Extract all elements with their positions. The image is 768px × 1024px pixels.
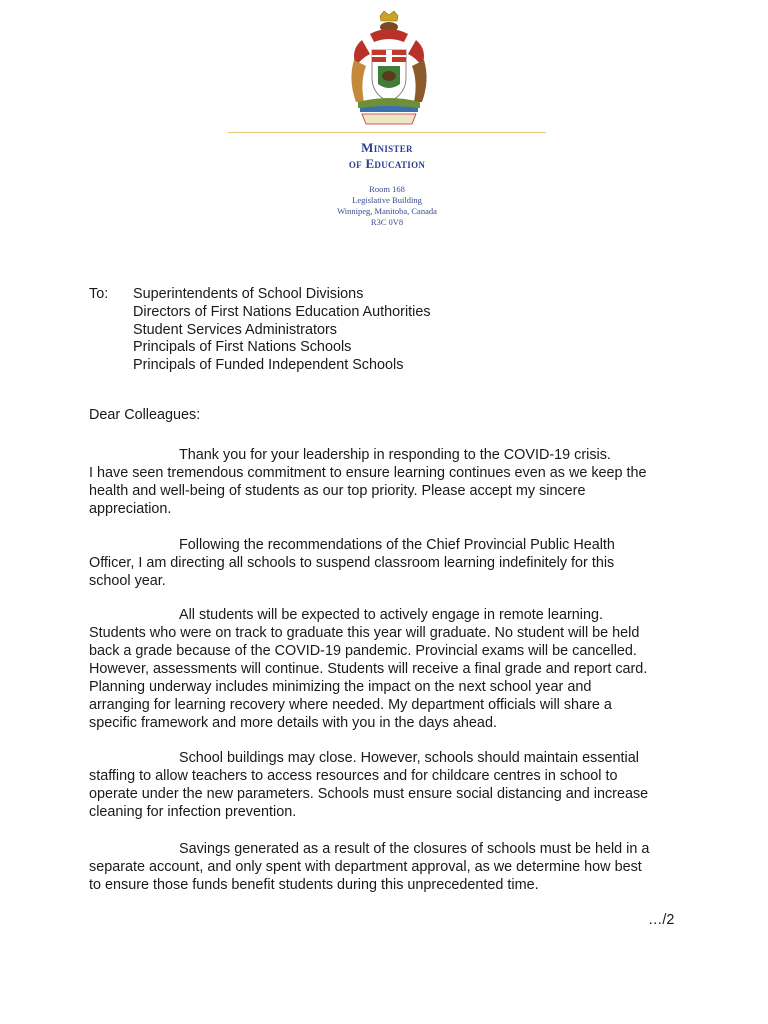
recipient-item: Principals of Funded Independent Schools [133,357,404,374]
paragraph-line: back a grade because of the COVID-19 pandemic. Provincial exams will be cancelled. [89,643,637,659]
paragraph-line: arranging for learning recovery where needed. My department officials will share a [89,697,612,713]
paragraph-line: operate under the new parameters. Schools must ensure social distancing and increase [89,786,649,802]
body-paragraph [89,606,689,732]
address-line: Room 168 [369,184,405,194]
recipient-item: Student Services Administrators [133,321,337,338]
body-paragraph [89,840,689,894]
ministry-address [228,184,546,228]
salutation: Dear Colleagues: [89,407,201,423]
recipient-list [133,286,431,375]
letterhead-rule [228,132,546,133]
body-paragraph [89,446,689,518]
page-continuation-marker: …/2 [648,912,675,928]
paragraph-line: to ensure those funds benefit students during this unprecedented time. [89,877,539,893]
paragraph-line: Planning underway includes minimizing the impact on the next school year and [89,679,592,695]
paragraph-line: However, assessments will continue. Students will receive a final grade and report card. [89,661,648,677]
paragraph-line: staffing to allow teachers to access resources and for childcare centres in school to [89,768,618,784]
paragraph-line: All students will be expected to actively engage in remote learning. [179,607,603,623]
to-label: To: [89,286,109,302]
paragraph-line: school year. [89,573,166,589]
recipient-item: Principals of First Nations Schools [133,339,352,356]
paragraph-line: cleaning for infection prevention. [89,804,297,820]
address-line: Winnipeg, Manitoba, Canada [337,206,437,216]
paragraph-line: Students who were on track to graduate this year will graduate. No student will be held [89,625,640,641]
address-line: R3C 0V8 [370,217,404,227]
paragraph-line: separate account, and only spent with department approval, as we determine how best [89,859,642,875]
body-paragraph [89,536,689,590]
paragraph-line: Following the recommendations of the Chief Provincial Public Health [179,537,615,553]
paragraph-line: Thank you for your leadership in responding to the COVID-19 crisis. [179,447,611,463]
letterhead-ministry [228,140,546,228]
paragraph-line: appreciation. [89,501,172,517]
recipient-item: Superintendents of School Divisions [133,286,364,302]
body-paragraph [89,749,689,821]
ministry-title-line1: Minister [361,140,413,155]
paragraph-line: School buildings may close. However, schools should maintain essential [179,750,639,766]
paragraph-line: I have seen tremendous commitment to ensure learning continues even as we keep the [89,465,647,481]
ministry-title-line2: of Education [348,156,426,171]
paragraph-line: Savings generated as a result of the closures of schools must be held in a [179,841,650,857]
paragraph-line: specific framework and more details with you in the days ahead. [89,715,497,731]
address-line: Legislative Building [352,195,422,205]
recipient-item: Directors of First Nations Education Authorities [133,303,431,320]
manitoba-coat-of-arms-icon [340,10,438,128]
paragraph-line: health and well-being of students as our top priority. Please accept my sincere [89,483,586,499]
paragraph-line: Officer, I am directing all schools to suspend classroom learning indefinitely for this [89,555,615,571]
